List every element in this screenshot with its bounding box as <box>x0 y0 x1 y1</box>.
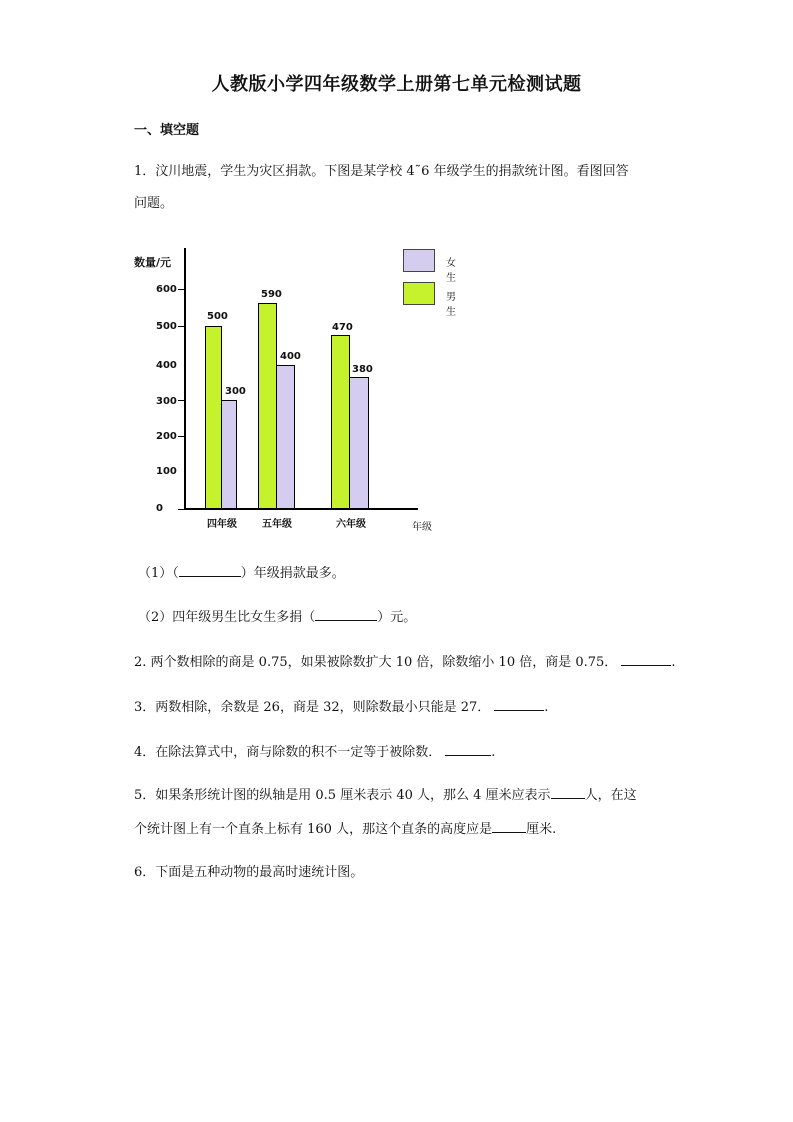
question-1-sub2-suffix: ）元。 <box>377 610 417 625</box>
question-5-text: 5．如果条形统计图的纵轴是用 0.5 厘米表示 40 人，那么 4 厘米应表示 <box>134 788 551 803</box>
y-axis-label: 数量/元 <box>134 256 172 269</box>
x-category-label: 五年级 <box>262 519 292 530</box>
answer-blank[interactable] <box>551 786 585 799</box>
question-2 <box>134 651 675 670</box>
bar-grade5-boys <box>258 303 277 509</box>
bar-value-label: 400 <box>280 351 301 362</box>
y-tick-label: 400 <box>156 360 177 371</box>
section-heading: 一、填空题 <box>134 123 200 138</box>
y-tick-label: 300 <box>156 396 177 407</box>
y-tick-label: 200 <box>156 431 177 442</box>
answer-blank[interactable] <box>621 653 671 666</box>
question-1-sub1 <box>138 562 345 581</box>
y-tick-label: 600 <box>156 284 177 295</box>
legend-label-boys: 男生 <box>446 292 456 318</box>
question-2-end: . <box>671 655 676 670</box>
question-4-text: 4．在除法算式中，商与除数的积不一定等于被除数． <box>134 745 442 760</box>
question-1-text-cont: 问题。 <box>134 196 174 211</box>
question-5-line2 <box>134 818 556 837</box>
question-4-end: . <box>491 745 496 760</box>
bar-value-label: 500 <box>207 311 228 322</box>
question-1-sub1-suffix: ）年级捐款最多。 <box>240 566 345 581</box>
question-5-text-cont: 个统计图上有一个直条上标有 160 人，那这个直条的高度应是 <box>134 822 493 837</box>
question-1-text: 1．汶川地震，学生为灾区捐款。下图是某学校 4˜6 年级学生的捐款统计图。看图回答 <box>134 164 629 179</box>
y-tick <box>178 509 186 510</box>
bar-value-label: 470 <box>332 322 353 333</box>
answer-blank[interactable] <box>179 564 241 577</box>
y-tick <box>178 326 186 327</box>
legend-swatch-boys <box>403 282 435 305</box>
question-5-line1 <box>134 784 637 803</box>
question-6: 6．下面是五种动物的最高时速统计图。 <box>134 865 364 880</box>
legend-swatch-girls <box>403 249 435 272</box>
answer-blank[interactable] <box>445 743 491 756</box>
x-category-label: 四年级 <box>207 519 237 530</box>
x-category-label: 六年级 <box>336 519 366 530</box>
question-3-text: 3．两数相除，余数是 26，商是 32，则除数最小只能是 27． <box>134 700 491 715</box>
question-5-text-mid: 人，在这 <box>584 788 637 803</box>
y-tick <box>178 436 186 437</box>
question-3 <box>134 696 548 715</box>
y-tick-label: 0 <box>156 503 163 514</box>
answer-blank[interactable] <box>492 820 526 833</box>
question-3-end: . <box>544 700 549 715</box>
y-tick-label: 100 <box>156 466 177 477</box>
x-axis-label: 年级 <box>412 522 432 533</box>
y-tick-label: 500 <box>156 321 177 332</box>
bar-grade6-boys <box>331 335 350 509</box>
bar-value-label: 590 <box>261 289 282 300</box>
question-5-text-end: 厘米. <box>526 822 557 837</box>
y-tick <box>178 400 186 401</box>
answer-blank[interactable] <box>494 698 544 711</box>
bar-grade6-girls <box>349 377 369 509</box>
question-1-sub2-prefix: （2）四年级男生比女生多捐（ <box>138 610 316 625</box>
page-title: 人教版小学四年级数学上册第七单元检测试题 <box>211 74 582 95</box>
bar-grade4-boys <box>205 326 222 509</box>
y-axis <box>184 248 186 510</box>
question-1-sub2 <box>138 606 416 625</box>
answer-blank[interactable] <box>315 608 377 621</box>
y-tick <box>178 289 186 290</box>
bar-value-label: 380 <box>352 364 373 375</box>
bar-value-label: 300 <box>225 386 246 397</box>
question-2-text: 2. 两个数相除的商是 0.75，如果被除数扩大 10 倍，除数缩小 10 倍，商是 0.75． <box>134 655 618 670</box>
question-4 <box>134 741 495 760</box>
legend-label-girls: 女生 <box>446 258 456 284</box>
bar-grade5-girls <box>276 365 295 509</box>
question-1-sub1-prefix: （1）（ <box>138 566 179 581</box>
bar-grade4-girls <box>221 400 237 509</box>
donation-bar-chart <box>130 240 456 540</box>
